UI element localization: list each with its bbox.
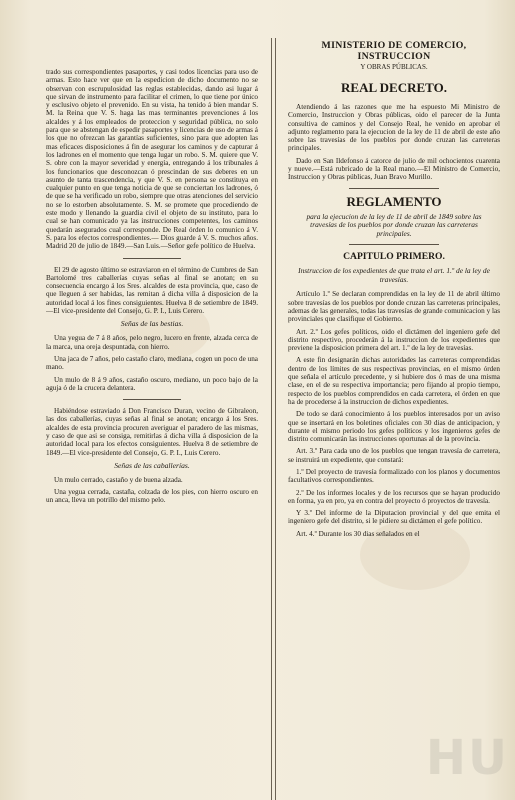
right-column <box>288 0 500 800</box>
ministry-subheading: Y OBRAS PÚBLICAS. <box>360 63 428 71</box>
article-text: A este fin designarán dichas autoridades las carreteras comprendidas dentro de los límites de sus respectivas provincias, en el mismo órden que señala el artículo precedente, y si hubiere dos ó mas de una misma clase, en el de su respectiva importancia; pero fijando al propio tiempo, respecto de los pueblos comprendidos en cada carretera, el órden en que ha de procederse á la instruccion de dichos expedientes. <box>288 356 500 406</box>
animal-description: Un mulo cerrado, castaño y de buena alzada. <box>54 475 183 484</box>
decree-signature: Dado en San Ildefonso á catorce de julio de mil ochocientos cuarenta y nueve.—Está rubricado de la Real mano.—El Ministro de Comercio, Instruccion y Obras públicas, Juan Bravo Murillo. <box>288 156 500 182</box>
notice-caption: Señas de las bestias. <box>120 319 184 329</box>
article-text: 2.º De los informes locales y de los recursos que se hayan producido en forma, ya en pro, ya en contra del proyecto ó proyectos de travesía. <box>288 488 500 505</box>
regulation-title: REGLAMENTO <box>346 193 442 209</box>
decree-title: REAL DECRETO. <box>341 80 447 95</box>
article-text: Y 3.º Del informe de la Diputacion provincial y del que emita el ingeniero gefe del distrito, si le pidiere su dictámen el gefe político. <box>288 509 500 526</box>
animal-description: Una jaca de 7 años, pelo castaño claro, mediana, cogen un poco de una mano. <box>46 354 258 372</box>
section-divider <box>123 258 181 259</box>
animal-description: Un mulo de 8 á 9 años, castaño oscuro, mediano, un poco bajo de la aguja ó de la crucera delantera. <box>46 375 258 392</box>
watermark-logo: HU <box>425 730 509 786</box>
animal-description: Una yegua cerrada, castaña, colzada de los pies, con hierro oscuro en un anca, lleva un potrillo del mismo pelo. <box>46 488 258 505</box>
regulation-subtitle: para la ejecucion de la ley de 11 de abril de 1849 sobre las travesías de los pueblos por donde cruzan las carreteras principales. <box>306 211 482 238</box>
ministry-heading: MINISTERIO DE COMERCIO, INSTRUCCION <box>321 40 467 62</box>
decree-text: Atendiendo á las razones que me ha espuesto Mi Ministro de Comercio, Instruccion y Obras públicas, oido el parecer de la Junta consultiva de caminos y del Consejo Real, he venido en aprobar el adjunto reglamento para la ejecucion de la ley de 11 de abril de este año sobre las travesías de los pueblos por donde cruzan las carreteras principales. <box>288 103 500 153</box>
article-text: Artículo 1.º Se declaran comprendidas en la ley de 11 de abril último sobre travesías de los pueblos por donde cruzan las carreteras principales, ademas de las generales, todas las travesías de grande comunicacion y las provinciales que clasifique el Gobierno. <box>288 290 500 324</box>
notice-paragraph: Habiéndose estraviado á Don Francisco Duran, vecino de Gibraleon, las dos caballerías, cuyas señas al final se anotan; encargo á los Sres. alcaldes de esta provincia procuren averiguar el paradero de las mismas, y caso de que asi se consiga, remitirlas á dicha villa á disposicion de la autoridad local para los efectos consiguientes. Huelva 8 de setiembre de 1849.—El vice-presidente del Consejo, G. P. I., Luis Cerero. <box>46 407 258 457</box>
section-divider <box>349 188 439 189</box>
left-column <box>46 0 258 800</box>
animal-description: Una yegua de 7 á 8 años, pelo negro, lucero en frente, alzada cerca de la marca, una oreja despuntada, con hierro. <box>46 334 258 351</box>
article-text: Art. 4.º Durante los 30 dias señalados en el <box>296 529 420 538</box>
section-divider <box>349 244 439 245</box>
article-text: De todo se dará conocimiento á los pueblos interesados por un aviso que se insertará en los boletines oficiales con 30 dias de anticipacion, y durante el mismo periodo los gefes políticos y los ingenieros gefes de distrito comunicarán las instrucciones oportunas al de la provincia. <box>288 410 500 444</box>
section-divider <box>123 399 181 400</box>
notice-caption: Señas de las caballerías. <box>114 460 190 470</box>
notice-paragraph: El 29 de agosto último se estraviaron en el término de Cumbres de San Bartolomé tres caballerías cuyas señas al final se anotan; en su consecuencia encargo á los Sres. alcaldes de esta provincia, que, caso de que lleguen á ser habidas, las remitan á dicha villa á disposicion de la autoridad local á los fines consiguientes. Huelva 8 de setiembre de 1849. —El vice-presidente del Consejo, G. P. I., Luis Cerero. <box>46 265 258 316</box>
chapter-heading: CAPITULO PRIMERO. <box>343 251 445 263</box>
article-text: Art. 2.º Los gefes políticos, oido el dictámen del ingeniero gefe del distrito respectivo, procederán á la instruccion de los expedientes que previene la disposicion primera del art. 1.º de la ley de travesías. <box>288 327 500 353</box>
letter-text: trado sus correspondientes pasaportes, y casi todos licencias para uso de armas. Esto hace ver que en la espedicion de dicho documento no se observan con escrupulosidad las reglas establecidas, dando asi lugar á que sirvan de instrumento para facilitar el crimen, lo que tiene por único y esclusivo objeto el prevenido. En su vista, ha tenido á bien mandar S. M. la Reina que V. S. haga las mas terminantes prevenciones á los alcaldes y á los empleados de proteccion y seguridad pública, no solo para que se abstengan de espedir pasaportes y licencias de uso de armas á los que no ofrezcan las garantías suficientes, sino para que adopten las mas eficaces disposiciones á fin de asegurar los caminos y de capturar á los ladrones en el momento que tenga lugar un robo. S. M. quiere que V. S. obre con la mayor severidad y energía, entregando á los tribunales á los funcionarios que desconozcan ó prescindan de sus deberes en un asunto de tanta trascendencia, y que V. S. en persona se constituya en cualquier punto en que tenga noticia de que se conciertan los ladrones, ó de que se ha verificado un robo, siempre que otras atenciones del servicio no se lo estorben absolutamente. S. M. se promete que procediendo de este modo y llenando la guardia civil el objeto de su instituto, para lo cual se han comunicado ya las instrucciones competentes, los caminos quedarán asegurados cual corresponde. De Real órden lo comunico á V. S. para los efectos correspondientes.— Dios guarde á V. S. muchos años. Madrid 20 de julio de 1849.—San Luis.—Señor gefe político de Huelva. <box>46 68 258 251</box>
article-text: 1.º Del proyecto de travesía formalizado con los planos y documentos facultativos correspondientes. <box>288 468 500 485</box>
article-text: Art. 3.º Para cada uno de los pueblos que tengan travesía de carretera, se instruirá un expediente, que constará: <box>288 447 500 464</box>
chapter-subtitle: Instruccion de los expedientes de que trata el art. 1.º de la ley de travesías. <box>298 266 490 284</box>
column-rule <box>271 38 276 800</box>
